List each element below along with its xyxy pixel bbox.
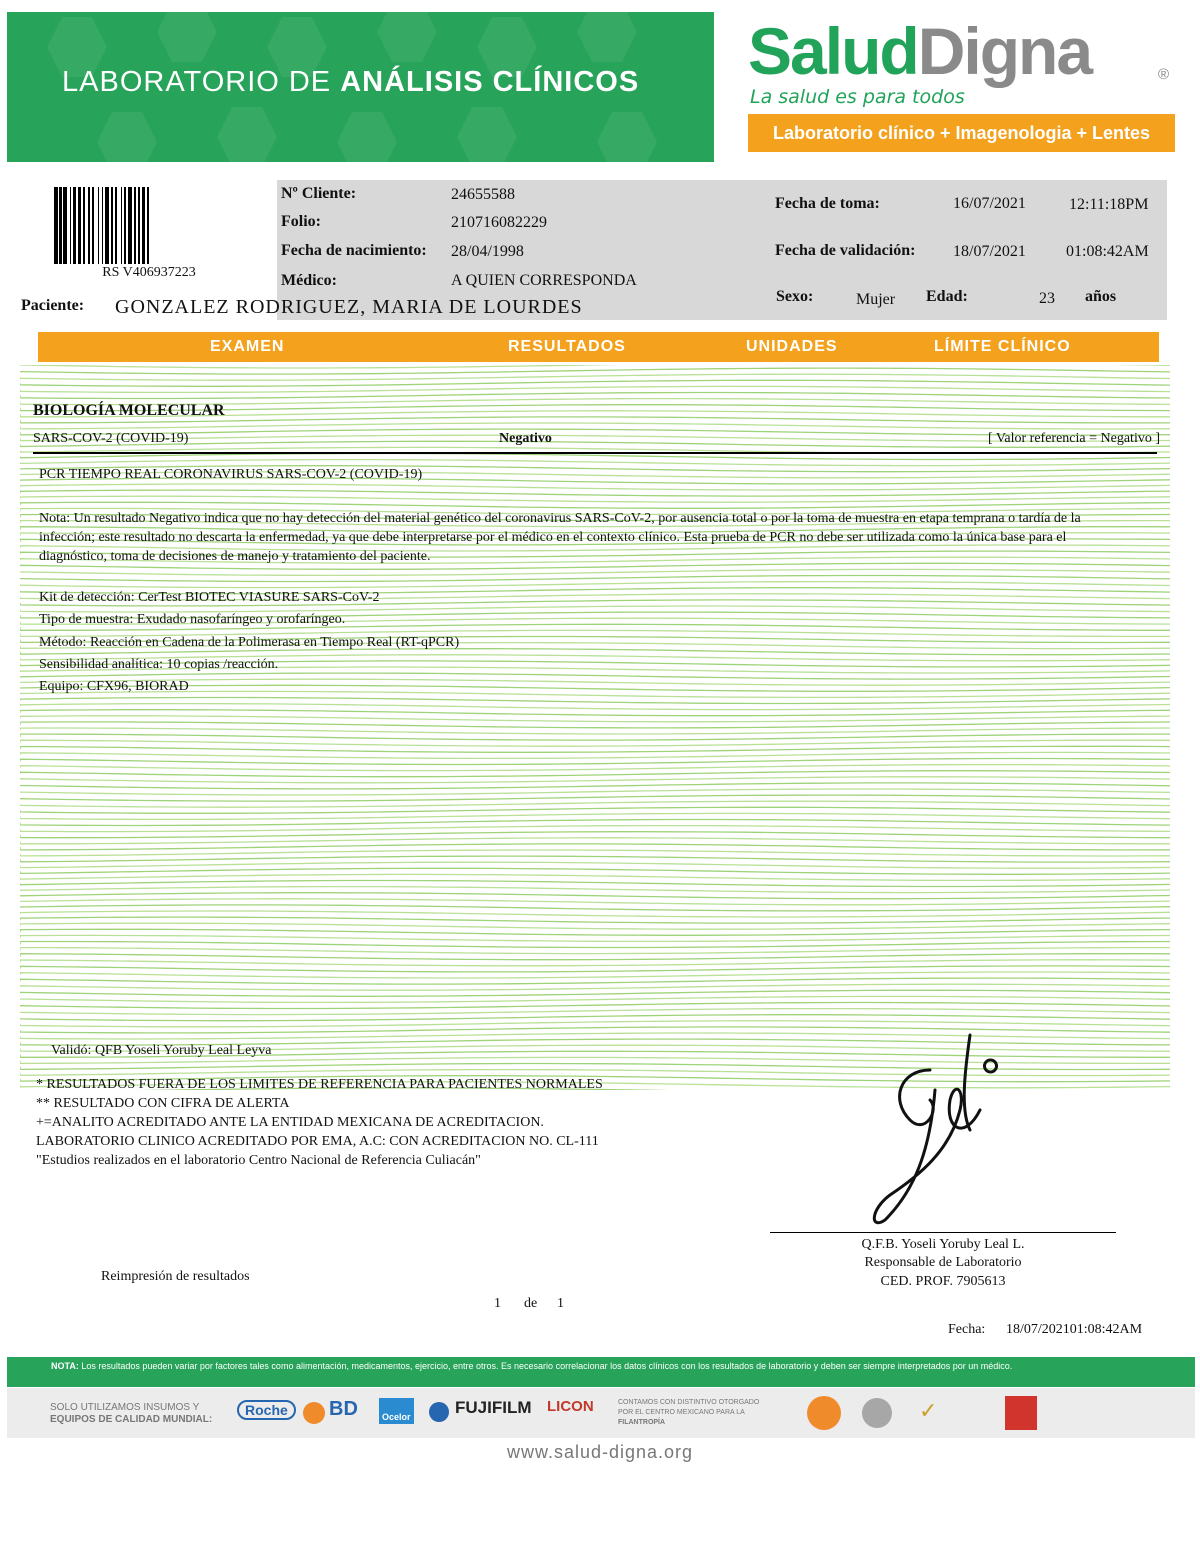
guilloche-line [20,691,1170,697]
guilloche-line [20,380,1170,386]
legend-line: "Estudios realizados en el laboratorio Centro Nacional de Referencia Culiacán" [36,1153,481,1168]
guilloche-line [20,881,1170,887]
brand-logo: SaludDigna [748,14,1092,88]
validation-date-label: Fecha de validación: [775,242,916,259]
legend-line: LABORATORIO CLINICO ACREDITADO POR EMA, A.C: CON ACREDITACION NO. CL-111 [36,1134,599,1149]
validation-date: 18/07/2021 [953,243,1026,260]
page-of: de [524,1296,538,1311]
detail-equipment: Equipo: CFX96, BIORAD [39,679,189,694]
dob-value: 28/04/1998 [451,243,524,260]
guilloche-line [20,899,1170,905]
section-title: BIOLOGÍA MOLECULAR [33,402,225,419]
reprint-label: Reimpresión de resultados [101,1269,250,1284]
guilloche-line [20,673,1170,679]
guilloche-line [20,923,1170,929]
legend-line: +=ANALITO ACREDITADO ANTE LA ENTIDAD MEXICANA DE ACREDITACION. [36,1115,544,1130]
guilloche-line [20,734,1170,740]
guilloche-line [20,1003,1170,1009]
col-results: RESULTADOS [508,338,626,355]
bd-logo: BD [329,1398,358,1420]
col-limit: LÍMITE CLÍNICO [934,338,1071,355]
guilloche-line [20,984,1170,990]
barcode [54,187,244,264]
page-total: 1 [557,1296,564,1311]
licon-logo: LICON [547,1398,594,1415]
guilloche-line [20,685,1170,691]
guilloche-line [20,1021,1170,1027]
detail-kit: Kit de detección: CerTest BIOTEC VIASURE SARS-CoV-2 [39,590,380,605]
result-note: Nota: Un resultado Negativo indica que no hay detección del material genético del coronavirus SARS-CoV-2, por ausencia total o por la toma de muestra en etapa temprana o tardía de la infección; este resultado no descarta la enfermedad, ya que debe interpretarse por el médico en el contexto clínico. Esta prueba de PCR no debe ser utilizada como la única base para el diagnóstico, toma de decisiones de manejo y tratamiento del paciente. [39,511,1081,564]
guilloche-line [20,765,1170,771]
guilloche-line [20,490,1170,496]
guilloche-line [20,783,1170,789]
guilloche-line [20,423,1170,429]
guilloche-line [20,1015,1170,1021]
guilloche-line [20,771,1170,777]
patient-label: Paciente: [21,297,85,314]
guilloche-line [20,917,1170,923]
guilloche-line [20,789,1170,795]
ge-icon [429,1402,449,1422]
ocelor-logo: Ocelor [379,1398,414,1424]
guilloche-line [20,576,1170,582]
footer-logos [7,1388,1195,1438]
guilloche-line [20,484,1170,490]
test-result: Negativo [499,431,552,446]
distinctive-text: CONTAMOS CON DISTINTIVO OTORGADO POR EL CENTRO MEXICANO PARA LA FILANTROPÍA [618,1399,760,1426]
guilloche-line [20,960,1170,966]
dob-label: Fecha de nacimiento: [281,242,427,259]
registered-mark: ® [1158,66,1170,83]
guilloche-line [20,862,1170,868]
detail-sensitivity: Sensibilidad analítica: 10 copias /reacción. [39,657,279,672]
age-unit: años [1085,288,1117,305]
guilloche-line [20,365,1170,368]
handwritten-signature [860,1030,1010,1230]
seal-icon [807,1396,841,1430]
validation-time: 01:08:42AM [1066,243,1149,260]
guilloche-line [20,942,1170,948]
detail-sample: Tipo de muestra: Exudado nasofaríngeo y orofaríngeo. [39,612,346,627]
signature-line [770,1232,1116,1233]
seal-icon [862,1398,892,1428]
take-date: 16/07/2021 [953,195,1026,212]
guilloche-line [20,868,1170,874]
result-divider [33,452,1157,454]
guilloche-line [20,496,1170,502]
services-bar: Laboratorio clínico + Imagenologia + Lentes [748,114,1175,152]
guilloche-line [20,844,1170,850]
guilloche-line [20,740,1170,746]
page-current: 1 [494,1296,501,1311]
guilloche-line [20,905,1170,911]
col-units: UNIDADES [746,338,838,355]
barcode-bar [147,187,150,264]
barcode-number: RS V406937223 [102,265,196,280]
checkmark-seal-icon: ✓ [919,1398,938,1423]
col-exam: EXAMEN [210,338,285,355]
seal-icon [1005,1396,1037,1430]
guilloche-line [20,948,1170,954]
guilloche-line [20,929,1170,935]
folio-value: 210716082229 [451,214,547,231]
results-table-header [38,332,1159,362]
client-value: 24655588 [451,186,515,203]
footer-note: NOTA: Los resultados pueden variar por factores tales como alimentación, medicamentos, ejercicio, entre otros. Es necesario correlacionar los datos clínicos con los resultados de laboratorio y deben ser siempre interpretados por un médico. [7,1357,1195,1387]
guilloche-line [20,820,1170,826]
guilloche-line [20,1009,1170,1015]
signer-role: Responsable de Laboratorio [864,1255,1022,1270]
age-label: Edad: [926,288,968,305]
doctor-value: A QUIEN CORRESPONDA [451,272,637,289]
guilloche-line [20,978,1170,984]
take-time: 12:11:18PM [1069,196,1149,213]
guilloche-line [20,795,1170,801]
guilloche-line [20,759,1170,765]
guilloche-line [20,832,1170,838]
signer-name: Q.F.B. Yoseli Yoruby Leal L. [861,1237,1025,1252]
age-value: 23 [1039,290,1055,307]
guilloche-line [20,746,1170,752]
guilloche-line [20,716,1170,722]
legend-line: * RESULTADOS FUERA DE LOS LIMITES DE REFERENCIA PARA PACIENTES NORMALES [36,1077,603,1092]
guilloche-line [20,856,1170,862]
quality-text: SOLO UTILIZAMOS INSUMOS Y EQUIPOS DE CALIDAD MUNDIAL: [50,1402,213,1425]
client-label: Nº Cliente: [281,185,357,202]
guilloche-line [20,874,1170,880]
guilloche-line [20,704,1170,710]
fujifilm-logo: FUJIFILM [455,1398,532,1417]
guilloche-line [20,807,1170,813]
guilloche-line [20,838,1170,844]
guilloche-line [20,911,1170,917]
roche-logo: Roche [237,1400,296,1420]
test-name: SARS-COV-2 (COVID-19) [33,431,189,446]
website-url: www.salud-digna.org [506,1442,694,1462]
guilloche-line [20,569,1170,575]
print-date-value: 18/07/202101:08:42AM [1006,1322,1143,1337]
banner-title: LABORATORIO DE ANÁLISIS CLÍNICOS [62,66,640,98]
guilloche-line [20,679,1170,685]
guilloche-line [20,368,1170,374]
validated-by: Validó: QFB Yoseli Yoruby Leal Leyva [51,1043,272,1058]
guilloche-line [20,728,1170,734]
doctor-label: Médico: [281,272,337,289]
guilloche-line [20,582,1170,588]
signer-license: CED. PROF. 7905613 [880,1274,1006,1289]
guilloche-line [20,990,1170,996]
print-date-label: Fecha: [948,1322,986,1337]
guilloche-line [20,935,1170,941]
patient-name: GONZALEZ RODRIGUEZ, MARIA DE LOURDES [115,296,583,318]
guilloche-line [20,386,1170,392]
reference-value: [ Valor referencia = Negativo ] [987,431,1160,446]
guilloche-line [20,393,1170,399]
guilloche-line [20,850,1170,856]
take-date-label: Fecha de toma: [775,195,880,212]
folio-label: Folio: [281,213,321,230]
guilloche-line [20,454,1170,460]
guilloche-line [20,954,1170,960]
guilloche-line [20,722,1170,728]
guilloche-line [20,887,1170,893]
guilloche-line [20,698,1170,704]
guilloche-line [20,502,1170,508]
guilloche-line [20,460,1170,466]
guilloche-line [20,813,1170,819]
detail-method: Método: Reacción en Cadena de la Polimerasa en Tiempo Real (RT-qPCR) [39,635,460,650]
guilloche-line [20,826,1170,832]
guilloche-line [20,801,1170,807]
guilloche-line [20,374,1170,380]
guilloche-line [20,996,1170,1002]
sex-value: Mujer [856,291,896,308]
legend-line: ** RESULTADO CON CIFRA DE ALERTA [36,1096,290,1111]
guilloche-line [20,972,1170,978]
sex-label: Sexo: [776,288,814,305]
brand-tagline: La salud es para todos [750,86,965,108]
guilloche-line [20,710,1170,716]
guilloche-line [20,893,1170,899]
guilloche-line [20,777,1170,783]
guilloche-line [20,752,1170,758]
guilloche-line [20,966,1170,972]
bd-icon [303,1402,325,1424]
method-title: PCR TIEMPO REAL CORONAVIRUS SARS-COV-2 (COVID-19) [39,467,423,482]
